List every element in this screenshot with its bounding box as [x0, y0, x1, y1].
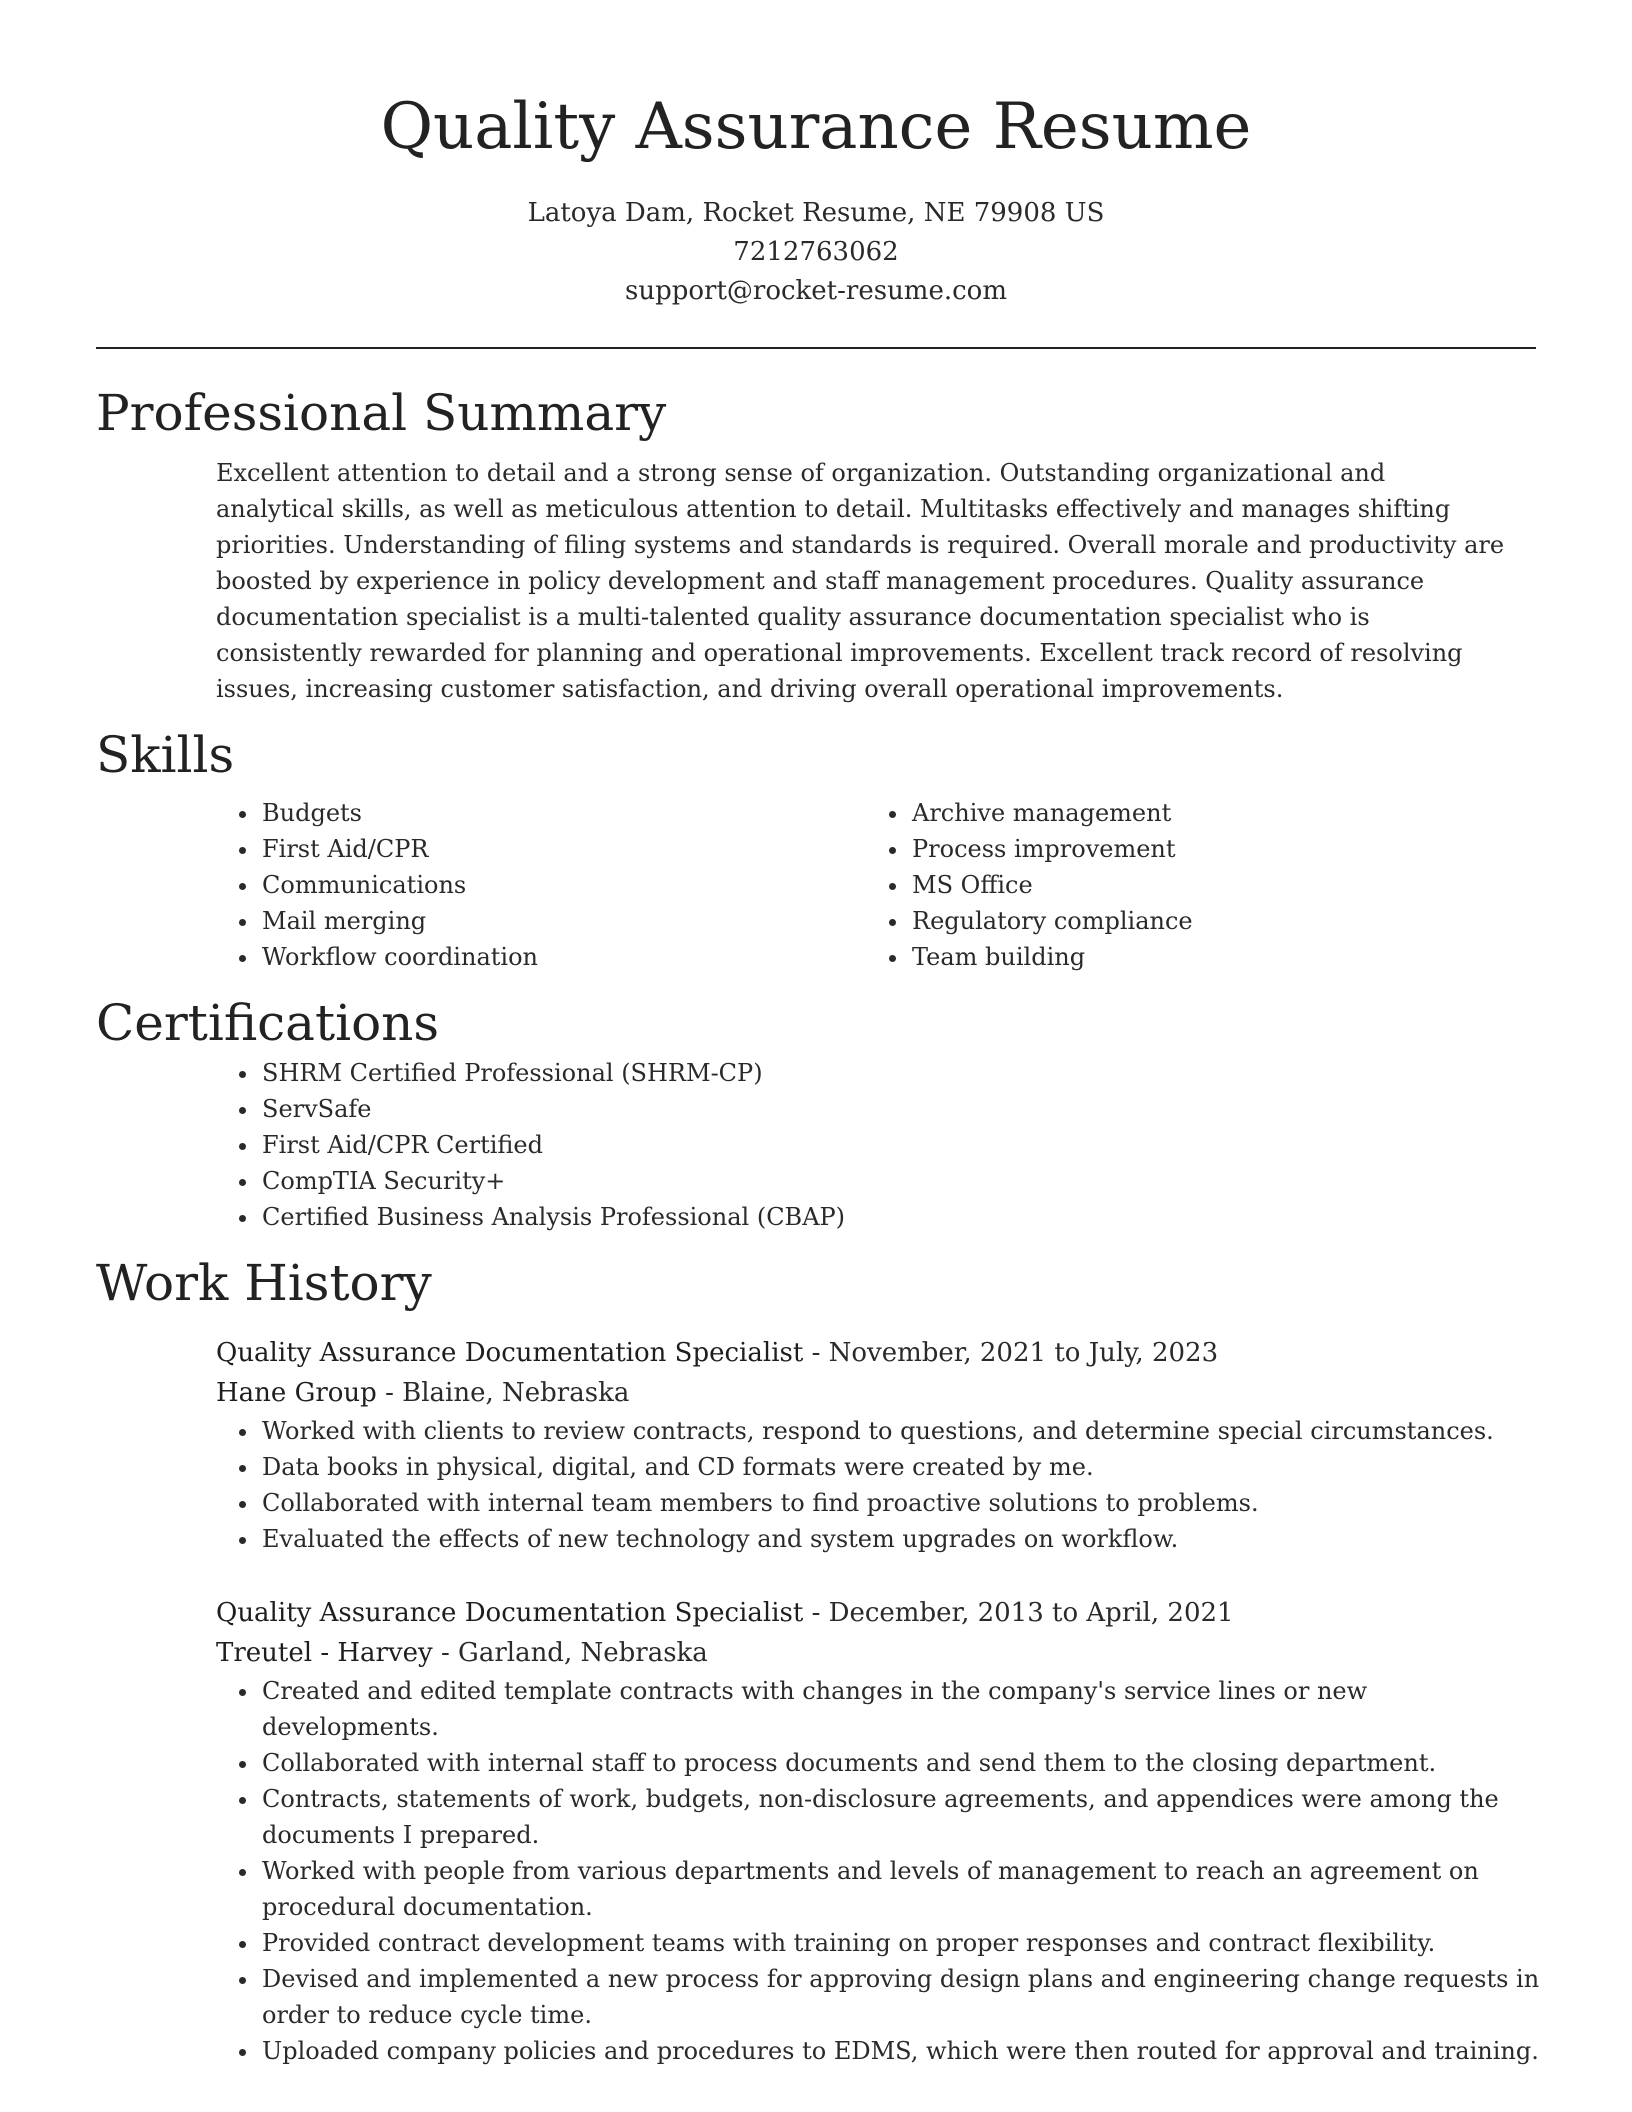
skill-item: • Mail merging: [260, 903, 866, 939]
job-bullet: • Evaluated the effects of new technology and system upgrades on workflow.: [260, 1521, 1550, 1557]
job-title: Quality Assurance Documentation Specialist: [216, 1598, 804, 1628]
certifications-heading: Certifications: [96, 994, 440, 1052]
job-bullet: • Provided contract development teams with training on proper responses and contract flexibility.: [260, 1925, 1550, 1961]
resume-title: Quality Assurance Resume: [380, 90, 1252, 164]
skills-list-right: [866, 795, 1516, 975]
skill-item: • Workflow coordination: [260, 939, 866, 975]
job-bullets: [216, 1673, 1550, 2069]
skills-grid: [216, 795, 1536, 975]
job-bullet: • Worked with people from various departments and levels of management to reach an agreement on procedural documentation.: [260, 1853, 1550, 1925]
contact-email: support@rocket-resume.com: [624, 276, 1007, 306]
job-company: Treutel - Harvey: [216, 1638, 433, 1668]
skill-item: • Budgets: [260, 795, 866, 831]
job-location: - Garland, Nebraska: [432, 1638, 708, 1668]
summary-section: [96, 381, 1536, 707]
work-history-section: [96, 1251, 1540, 2069]
job-dates: - December, 2013 to April, 2021: [803, 1598, 1234, 1628]
job-bullet: • Created and edited template contracts with changes in the company's service lines or new developments.: [260, 1673, 1550, 1745]
certifications-section: [96, 991, 1536, 1235]
job-bullets: [216, 1413, 1550, 1557]
job-company-line: [216, 1633, 1536, 1673]
header-divider: [96, 347, 1536, 349]
certifications-list: [216, 1055, 1536, 1235]
summary-text: Excellent attention to detail and a strong sense of organization. Outstanding organizational and analytical skills, as well as meticulous attention to detail. Multitasks effectively and manages shifting priorities. Understanding of filing systems and standards is required. Overall morale and productivity are boosted by experience in policy development and staff management procedures. Quality assurance documentation specialist is a multi-talented quality assurance documentation specialist who is consistently rewarded for planning and operational improvements. Excellent track record of resolving issues, increasing customer satisfaction, and driving overall operational improvements.: [216, 459, 1505, 703]
skills-column-left: [216, 795, 866, 975]
job-company: Hane Group: [216, 1378, 377, 1408]
certification-item: • Certified Business Analysis Professional (CBAP): [260, 1199, 1536, 1235]
job-bullet: • Collaborated with internal staff to process documents and send them to the closing department.: [260, 1745, 1550, 1781]
job-location: - Blaine, Nebraska: [376, 1378, 630, 1408]
resume-header: [0, 0, 1632, 311]
job-title-line: [216, 1593, 1536, 1633]
certification-item: • ServSafe: [260, 1091, 1536, 1127]
skill-item: • Process improvement: [910, 831, 1516, 867]
skill-item: • Archive management: [910, 795, 1516, 831]
skill-item: • Team building: [910, 939, 1516, 975]
job-bullet: • Contracts, statements of work, budgets, non-disclosure agreements, and appendices were among the documents I prepared.: [260, 1781, 1550, 1853]
skills-heading: Skills: [96, 726, 235, 784]
certification-item: • First Aid/CPR Certified: [260, 1127, 1536, 1163]
skills-list-left: [216, 795, 866, 975]
skills-column-right: [866, 795, 1516, 975]
skills-section: [96, 723, 1536, 975]
job-company-line: [216, 1373, 1536, 1413]
summary-heading: Professional Summary: [96, 384, 667, 442]
skill-item: • MS Office: [910, 867, 1516, 903]
skill-item: • Regulatory compliance: [910, 903, 1516, 939]
contact-address: Latoya Dam, Rocket Resume, NE 79908 US: [527, 198, 1105, 228]
certification-item: • SHRM Certified Professional (SHRM-CP): [260, 1055, 1536, 1091]
job-bullet: • Devised and implemented a new process for approving design plans and engineering change requests in order to reduce cycle time.: [260, 1961, 1550, 2033]
contact-phone: 7212763062: [733, 237, 899, 267]
job-dates: - November, 2021 to July, 2023: [803, 1338, 1219, 1368]
contact-info: [0, 194, 1632, 311]
job-entry: [216, 1333, 1536, 1557]
certification-item: • CompTIA Security+: [260, 1163, 1536, 1199]
job-title: Quality Assurance Documentation Specialist: [216, 1338, 804, 1368]
job-bullet: • Data books in physical, digital, and CD formats were created by me.: [260, 1449, 1550, 1485]
job-bullet: • Uploaded company policies and procedures to EDMS, which were then routed for approval and training.: [260, 2033, 1550, 2069]
job-bullet: • Collaborated with internal team members to find proactive solutions to problems.: [260, 1485, 1550, 1521]
job-entry: [216, 1593, 1540, 2069]
skill-item: • First Aid/CPR: [260, 831, 866, 867]
job-bullet: • Worked with clients to review contracts, respond to questions, and determine special circumstances.: [260, 1413, 1550, 1449]
skill-item: • Communications: [260, 867, 866, 903]
work-history-heading: Work History: [96, 1254, 432, 1312]
job-title-line: [216, 1333, 1536, 1373]
